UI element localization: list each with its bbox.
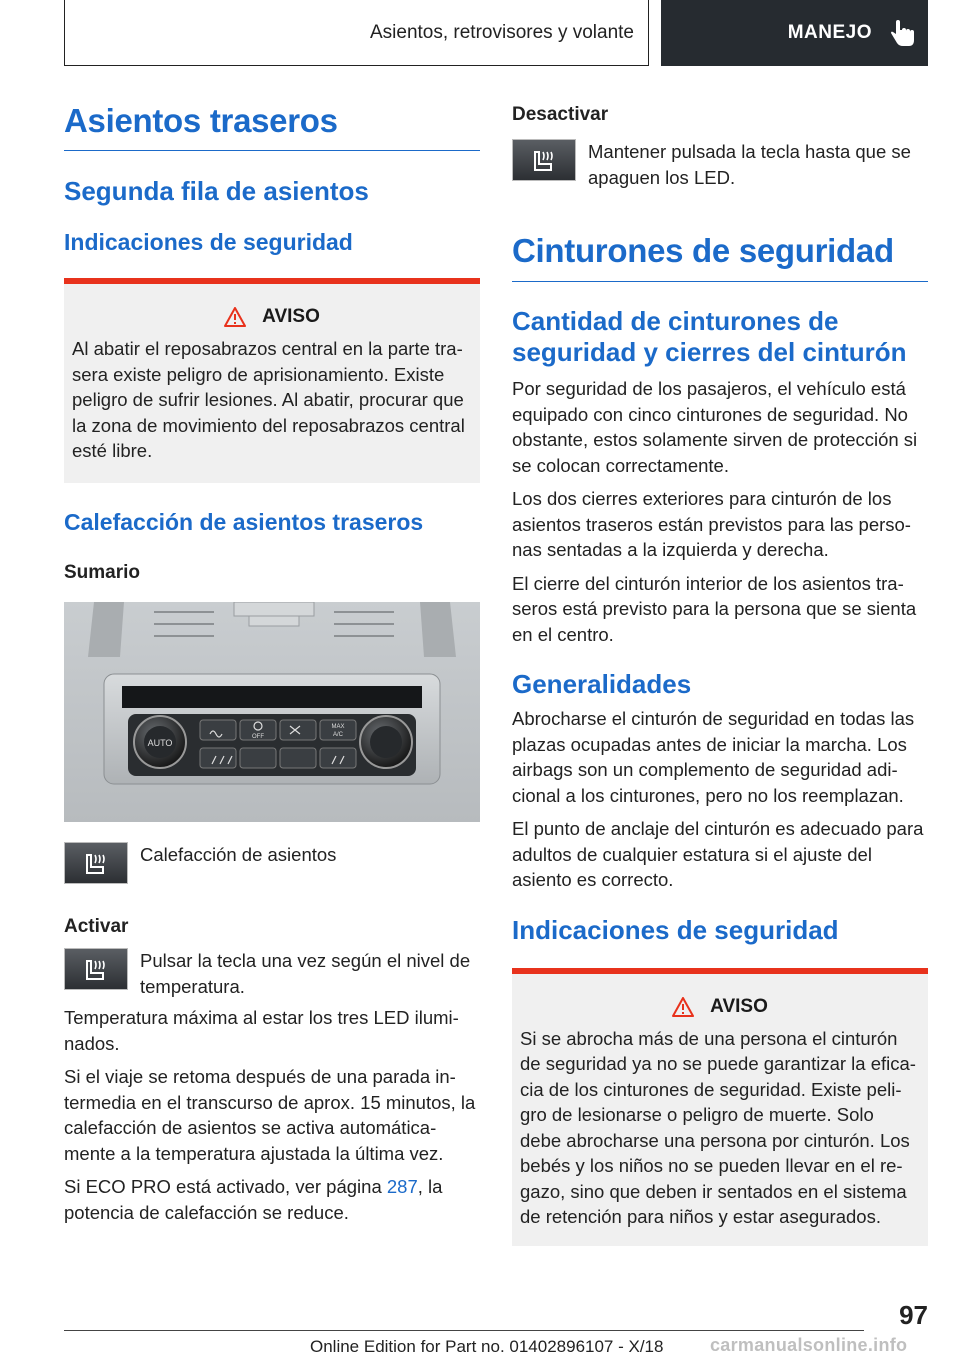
heading-deactivate: Desactivar bbox=[512, 104, 609, 125]
warning-title bbox=[72, 306, 472, 328]
section-heading-seatbelts: Cinturones de seguridad bbox=[512, 232, 928, 282]
seat-heating-button-icon[interactable] bbox=[64, 948, 128, 990]
heading-rear-seat-heating: Calefacción de asientos traseros bbox=[64, 509, 424, 535]
auto-label: AUTO bbox=[147, 738, 173, 748]
warning-title-text: AVISO bbox=[710, 995, 768, 1017]
heading-general: Generalidades bbox=[512, 669, 692, 699]
seat-heating-button-icon[interactable] bbox=[64, 842, 128, 884]
chapter-label: MANEJO bbox=[787, 22, 872, 43]
eco-pro-text-before: Si ECO PRO está activado, ver página bbox=[64, 1176, 387, 1197]
warning-title-text: AVISO bbox=[262, 306, 320, 327]
paragraph-eco-pro bbox=[64, 1174, 480, 1225]
activate-icon-row bbox=[64, 948, 480, 999]
subheading-belt-count: Cantidad de cinturones de seguridad y cierres del cinturón bbox=[512, 306, 907, 367]
warning-text: Al abatir el reposabrazos central en la parte tra-sera existe peligro de aprisionamiento. Existe peligro de sufrir lesiones. Al abatir, procurar que la zona de movimiento del reposabrazos central esté libre. bbox=[72, 338, 465, 461]
seat-heat-icon bbox=[81, 955, 111, 983]
page-link-287[interactable]: 287 bbox=[386, 1176, 418, 1197]
seat-heat-icon bbox=[529, 146, 559, 174]
chapter-tab[interactable] bbox=[661, 0, 928, 66]
heading-activate: Activar bbox=[64, 916, 129, 937]
subheading-second-row: Segunda fila de asientos bbox=[64, 176, 369, 206]
right-column bbox=[512, 104, 928, 1246]
seat-heating-caption: Calefacción de asientos bbox=[140, 844, 337, 865]
paragraph-anchor-point: El punto de anclaje del cinturón es adecuado para adultos de cualquier estatura si el ajuste del asiento es correcto. bbox=[512, 818, 924, 890]
warning-triangle-icon bbox=[672, 997, 694, 1017]
seat-heat-icon bbox=[81, 849, 111, 877]
warning-title bbox=[520, 996, 920, 1018]
seat-heating-button-icon[interactable] bbox=[512, 139, 576, 181]
paragraph-buckle-up: Abrocharse el cinturón de seguridad en todas las plazas ocupadas antes de iniciar la marcha. Los airbags son un complemento de seguridad adi-cional a los cinturones, pero no los reemplazan. bbox=[512, 708, 915, 806]
heading-safety-notes: Indicaciones de seguridad bbox=[64, 229, 353, 255]
footer-edition: Online Edition for Part no. 01402896107 - X/18 bbox=[310, 1337, 664, 1356]
max-label: MAX bbox=[331, 724, 345, 730]
activate-text: Pulsar la tecla una vez según el nivel de temperatura. bbox=[140, 950, 471, 997]
warning-triangle-icon bbox=[224, 307, 246, 327]
footer-watermark: carmanualsonline.info bbox=[710, 1335, 908, 1355]
eco-pro-text-after: , la potencia de calefacción se reduce. bbox=[64, 1176, 443, 1223]
warning-text: Si se abrocha más de una persona el cinturón de seguridad ya no se puede garantizar la efica-cia de los cinturones de seguridad. Existe peli-gro de lesionarse o peligro de muerte. Solo debe abrocharse una persona por cinturón. Los bebés y los niños no se pueden llevar en el re-gazo, sino que deben ir sentados en el sistema de retención para niños y estar asegurados. bbox=[520, 1027, 916, 1227]
climate-panel-illustration bbox=[64, 602, 480, 822]
paragraph-outer-buckles: Los dos cierres exteriores para cinturón de los asientos traseros están previstos para las perso-nas sentadas a la izquierda y derecha. bbox=[512, 488, 911, 560]
paragraph-passenger-safety: Por seguridad de los pasajeros, el vehículo está equipado con cinco cinturones de seguridad. No obstante, estos solamente sirven de protección si se colocan correctamente. bbox=[512, 378, 918, 476]
page-number: 97 bbox=[899, 1300, 928, 1330]
driving-hand-icon bbox=[890, 19, 916, 47]
paragraph-resume: Si el viaje se retoma después de una parada in-termedia en el transcurso de aprox. 15 minutos, la calefacción de asientos se activa automática-mente a la temperatura ajustada la última vez. bbox=[64, 1066, 476, 1164]
warning-box bbox=[64, 278, 480, 483]
warning-box-belts bbox=[512, 968, 928, 1246]
deactivate-icon-row bbox=[512, 139, 928, 190]
page-header bbox=[64, 0, 928, 66]
off-label: OFF bbox=[252, 734, 264, 740]
heading-safety-notes-belts: Indicaciones de seguridad bbox=[512, 914, 839, 945]
seat-heating-icon-row bbox=[64, 842, 480, 884]
left-column bbox=[64, 96, 480, 1225]
climate-panel-photo bbox=[64, 602, 480, 822]
paragraph-max-temp: Temperatura máxima al estar los tres LED ilumi-nados. bbox=[64, 1007, 459, 1054]
heading-summary: Sumario bbox=[64, 562, 141, 583]
ac-label: A/C bbox=[332, 732, 344, 738]
footer-divider bbox=[64, 1330, 864, 1331]
deactivate-text: Mantener pulsada la tecla hasta que se apaguen los LED. bbox=[588, 141, 911, 188]
section-heading-rear-seats: Asientos traseros bbox=[64, 96, 480, 151]
section-title: Asientos, retrovisores y volante bbox=[64, 0, 649, 66]
paragraph-inner-buckle: El cierre del cinturón interior de los asientos tra-seros está previsto para la persona que se sienta en el centro. bbox=[512, 572, 917, 645]
